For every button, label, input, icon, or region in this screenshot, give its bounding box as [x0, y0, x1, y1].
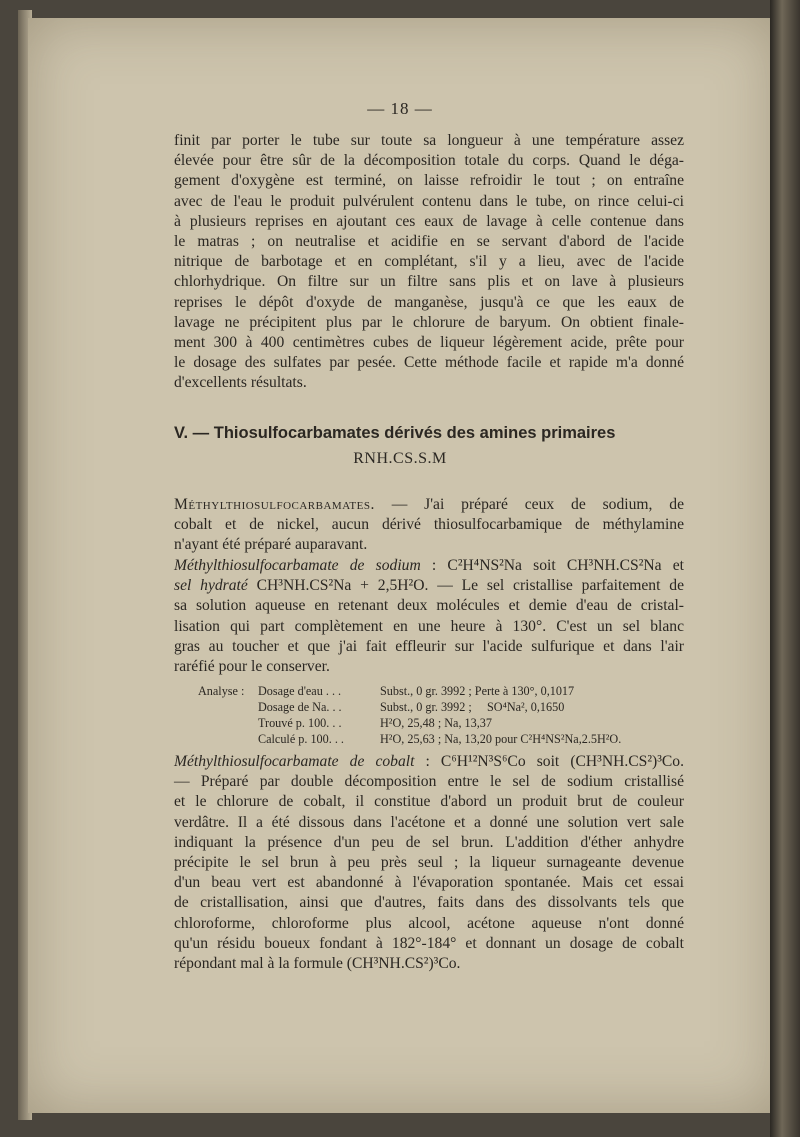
text-line: reprises le dépôt d'oxyde de manganèse, jusqu'à ce que les eaux de	[174, 293, 684, 311]
text-line: d'excellents résultats.	[174, 374, 307, 392]
text-line: élevée pour être sûr de la décomposition totale du corps. Quand le déga-	[174, 152, 684, 170]
text-line: avec de l'eau le produit pulvérulent contenu dans le tube, on rince celui-ci	[174, 192, 684, 210]
text-line: à plusieurs reprises en ajoutant ces eaux de lavage à celle contenue dans	[174, 212, 684, 230]
text-line: chloroforme, chloroforme plus alcool, acétone aqueuse n'ont donné	[174, 914, 684, 932]
paragraph-sodium-salt	[174, 556, 684, 677]
page-number: — 18 —	[367, 99, 433, 118]
text-fragment: — J'ai préparé ceux de sodium, de	[374, 496, 684, 513]
compound-name: Méthylthiosulfocarbamate de sodium	[174, 557, 421, 574]
analysis-label: Analyse :	[198, 684, 245, 698]
text-line: ment 300 à 400 centimètres cubes de liqueur légèrement acide, prête pour	[174, 334, 684, 352]
analysis-row	[198, 683, 621, 699]
text-line: qu'un résidu boueux fondant à 182°-184° et donnant un dosage de cobalt	[174, 934, 684, 952]
text-line: finit par porter le tube sur toute sa longueur à une température assez	[174, 132, 684, 149]
text-line: chlorhydrique. On filtre sur un filtre sans plis et on lave à plusieurs	[174, 273, 684, 291]
paragraph-manganese-method	[174, 131, 684, 394]
text-line: gement d'oxygène est terminé, on laisse refroidir le tout ; on entraîne	[174, 172, 684, 190]
text-line: verdâtre. Il a été dissous dans l'acétone et a donné une solution vert sale	[174, 813, 684, 831]
text-line: le matras ; on neutralise et acidifie en se servant d'abord de l'acide	[174, 233, 684, 251]
text-line: d'un beau vert est abandonné à l'évaporation spontanée. Mais cet essai	[174, 874, 684, 892]
text-line: précipite le sel brun à peu près seul ; la liqueur surnageante devenue	[174, 854, 684, 872]
analysis-label	[198, 699, 258, 715]
analysis-item: Dosage de Na. . .	[258, 700, 342, 714]
analysis-row	[198, 715, 621, 731]
analysis-label	[198, 715, 258, 731]
analysis-row	[198, 731, 621, 747]
analysis-value: Subst., 0 gr. 3992 ; SO⁴Na², 0,1650	[380, 700, 565, 714]
section-formula: RNH.CS.S.M	[353, 450, 447, 467]
text-line: sa solution aqueuse en retenant deux molécules et demie d'eau de cristal-	[174, 597, 684, 615]
section-heading: V. — Thiosulfocarbamates dérivés des amines primaires	[174, 424, 616, 442]
analysis-value: H²O, 25,63 ; Na, 13,20 pour C²H⁴NS²Na,2.5H²O.	[380, 732, 622, 746]
text-line: raréfié pour le conserver.	[174, 658, 330, 676]
text-fragment: : C²H⁴NS²Na soit CH³NH.CS²Na et	[420, 557, 684, 574]
text-line	[174, 576, 684, 596]
text-line	[174, 495, 684, 515]
text-line: indiquant la présence d'un peu de sel brun. L'addition d'éther anhydre	[174, 833, 684, 851]
analysis-item: Calculé p. 100. . .	[258, 732, 344, 746]
text-line: n'ayant été préparé auparavant.	[174, 536, 368, 554]
compound-name: Méthylthiosulfocarbamate de cobalt	[174, 753, 415, 770]
analysis-value: H²O, 25,48 ; Na, 13,37	[380, 716, 492, 730]
paragraph-methylthiosulfocarbamates	[174, 495, 684, 556]
text-line: — Préparé par double décomposition entre le sel de sodium cristallisé	[174, 773, 684, 791]
text-line: de cristallisation, ainsi que d'autres, faits dans des dissolvants tels que	[174, 894, 684, 912]
text-fragment: CH³NH.CS²Na + 2,5H²O. — Le sel cristallise parfaitement de	[247, 577, 684, 595]
text-line	[174, 752, 684, 772]
analysis-item: Trouvé p. 100. . .	[258, 716, 342, 730]
paragraph-lead: Méthylthiosulfocarbamates.	[174, 496, 375, 513]
analysis-table	[198, 683, 621, 747]
analysis-value: Subst., 0 gr. 3992 ; Perte à 130°, 0,1017	[380, 684, 575, 698]
analysis-row	[198, 699, 621, 715]
analysis-item: Dosage d'eau . . .	[258, 684, 342, 698]
text-line: gras au toucher et que j'ai fait effleurir sur l'acide sulfurique et dans l'air	[174, 637, 684, 655]
paragraph-cobalt-salt	[174, 752, 684, 974]
text-line: lavage ne précipitent plus par le chlorure de baryum. On obtient finale-	[174, 313, 684, 331]
text-line: répondant mal à la formule (CH³NH.CS²)³Co.	[174, 955, 461, 973]
text-line	[174, 556, 684, 576]
text-line: et le chlorure de cobalt, il constitue d'abord un produit brut de couleur	[174, 793, 684, 811]
text-fragment: : C⁶H¹²N³S⁶Co soit (CH³NH.CS²)³Co.	[414, 753, 684, 770]
text-line: cobalt et de nickel, aucun dérivé thiosulfocarbamique de méthylamine	[174, 516, 684, 534]
compound-name: sel hydraté	[174, 577, 248, 595]
text-line: le dosage des sulfates par pesée. Cette méthode facile et rapide m'a donné	[174, 354, 684, 372]
text-line: lisation qui part complètement en une heure à 130°. C'est un sel blanc	[174, 617, 684, 635]
analysis-label	[198, 731, 258, 747]
text-line: nitrique de barbotage et en complétant, s'il y a lieu, avec de l'acide	[174, 253, 684, 271]
